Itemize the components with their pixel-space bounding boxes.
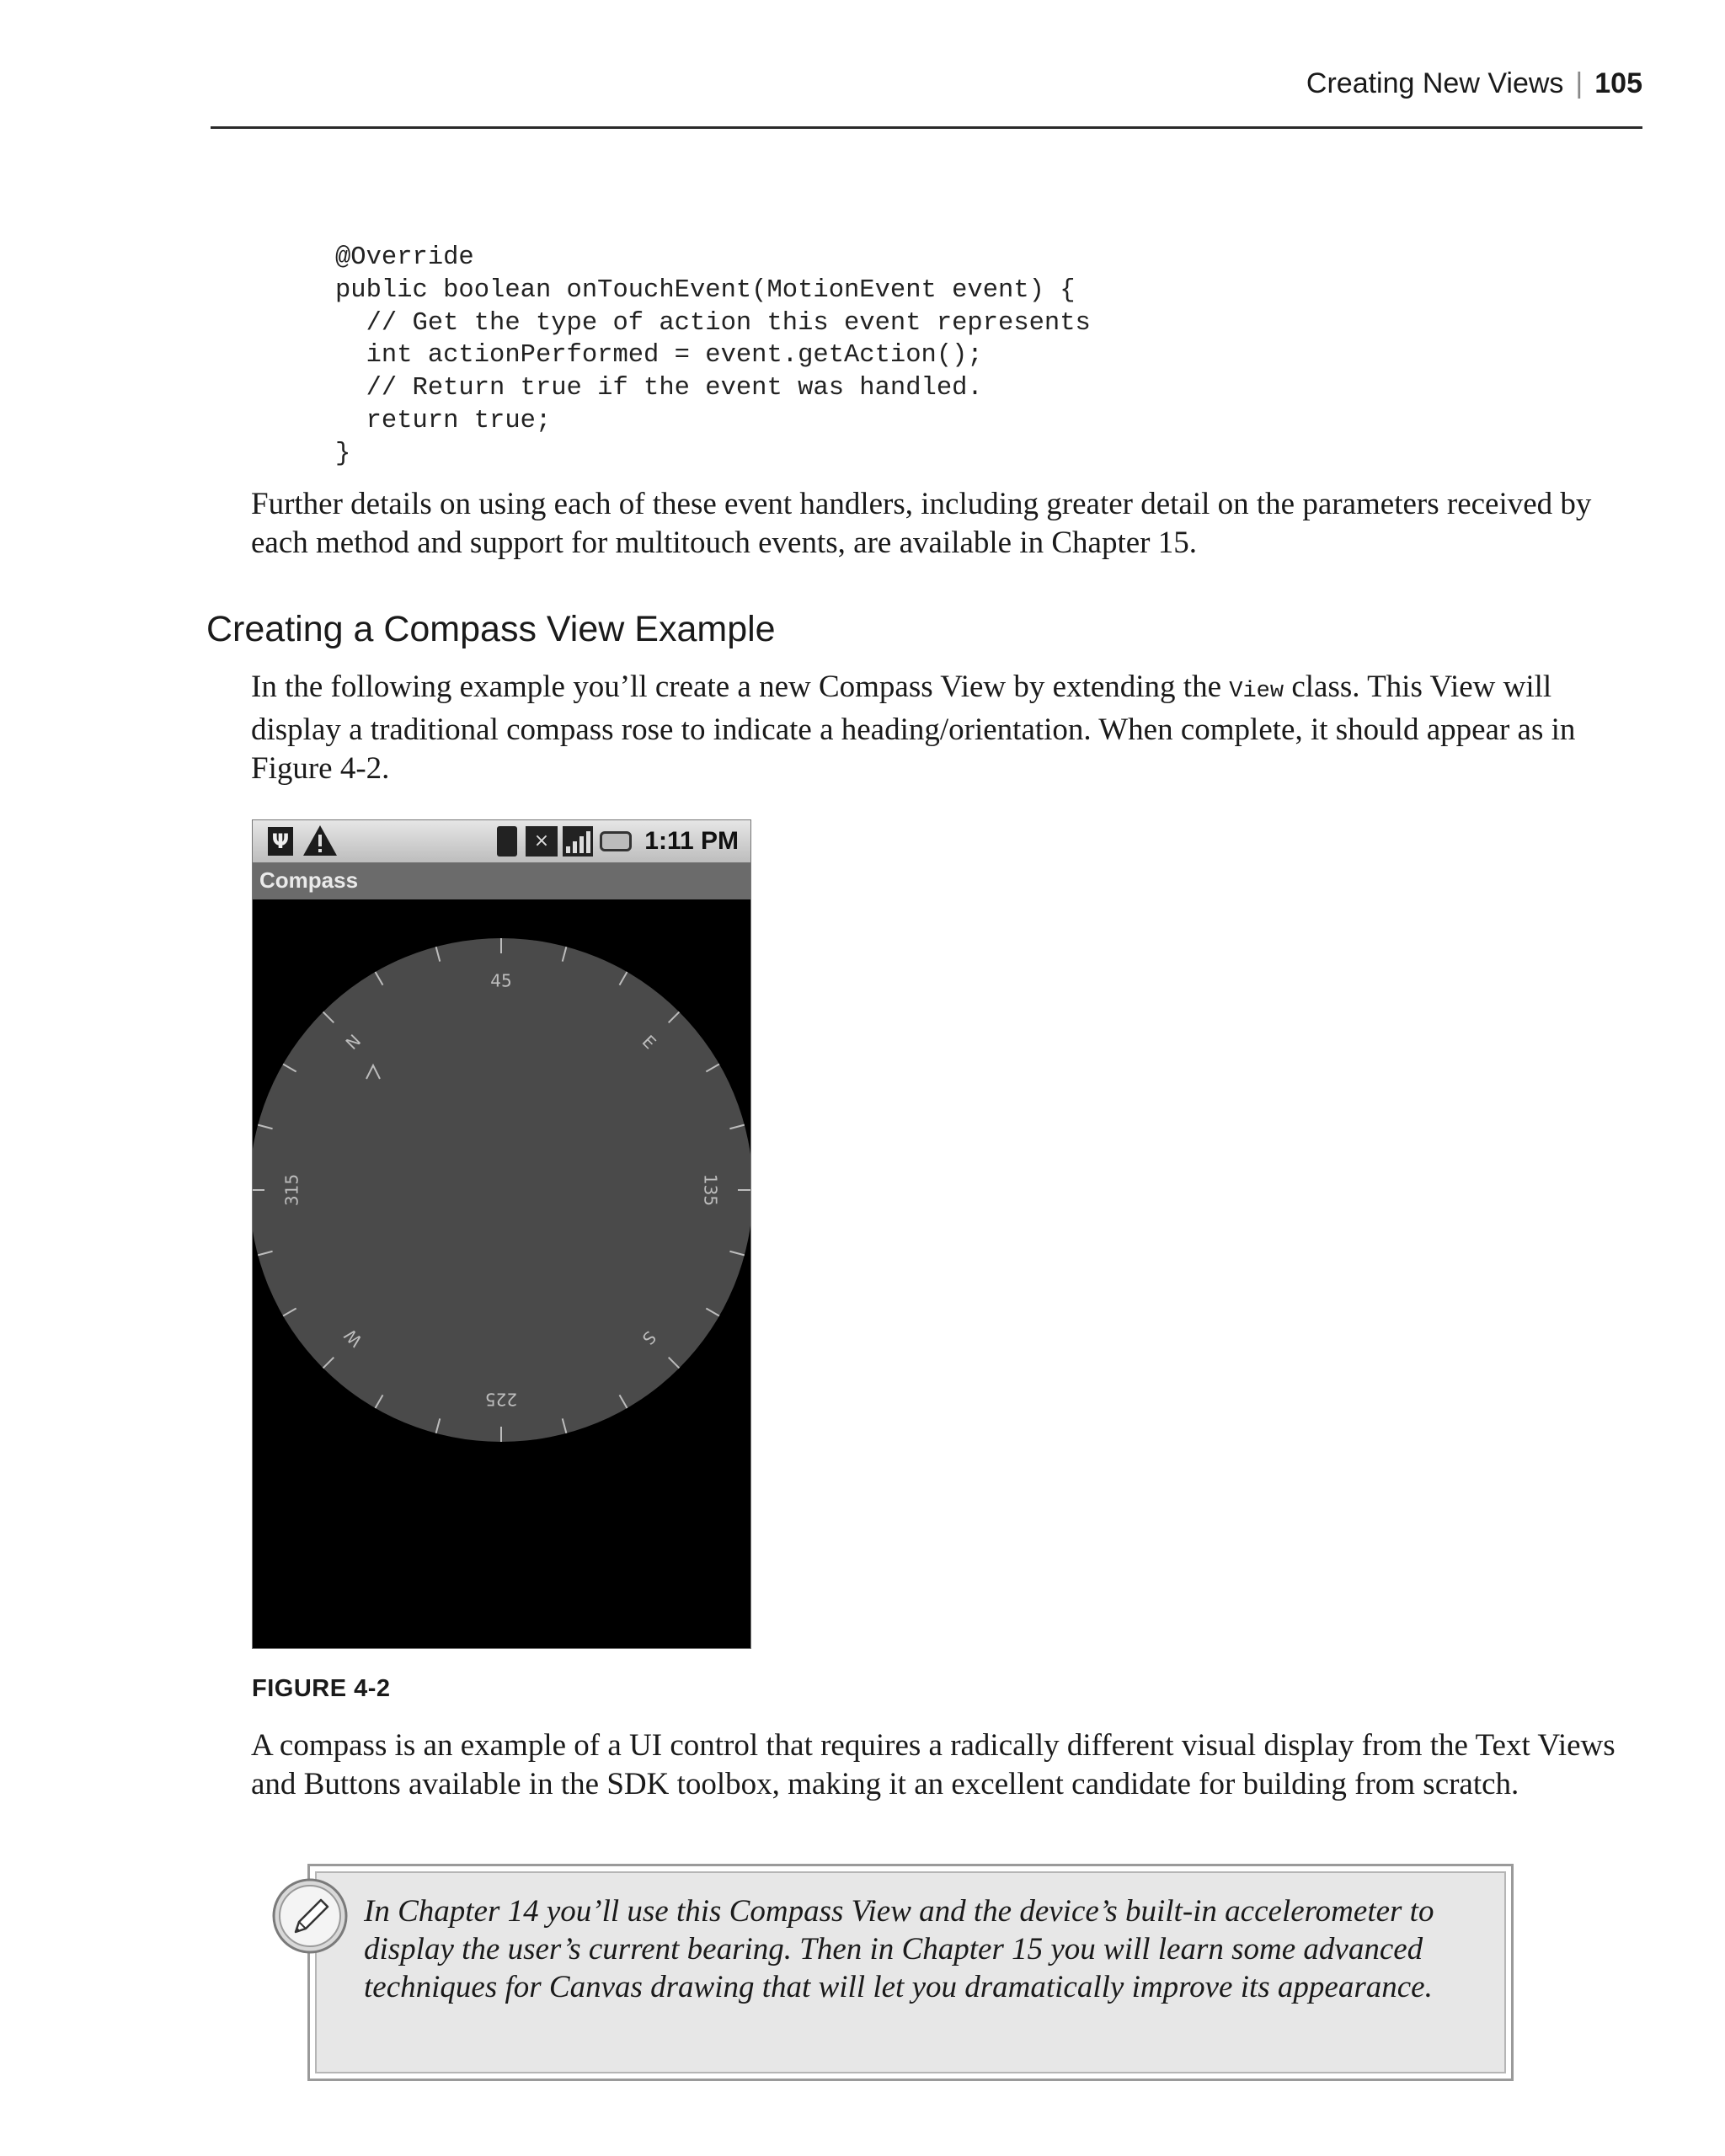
status-time: 1:11 PM (644, 827, 739, 855)
paragraph-compass-intro (251, 668, 1642, 788)
app-title-bar (253, 862, 750, 899)
compass-label: 225 (484, 1389, 518, 1410)
code-listing: @Override public boolean onTouchEvent(MotionEvent event) { // Get the type of action this event represents int actionPerformed = event.getAction(); // Return true if the event was handled. return true; } (335, 243, 1091, 468)
note-text: In Chapter 14 you’ll use this Compass View and the device’s built-in accelerometer to display the user’s current bearing. Then in Chapter 15 you will learn some advanced techniques for Canvas drawing that will let you dramatically improve its appearance. (364, 1894, 1434, 2004)
header-rule (211, 126, 1642, 129)
compass-label: 135 (700, 1173, 721, 1207)
paragraph-event-handlers: Further details on using each of these event handlers, including greater detail on the parameters received by each method and support for multitouch events, are available in Chapter 15. (251, 487, 1592, 560)
figure-phone-screenshot (252, 819, 751, 1649)
signal-icon (563, 826, 593, 857)
compass-label: 45 (490, 970, 512, 991)
compass-label: N (341, 1030, 366, 1054)
running-header (1306, 67, 1642, 100)
inline-code-view: View (1229, 679, 1284, 704)
pencil-icon (270, 1876, 350, 1956)
compass-label: W (339, 1325, 366, 1352)
figure-caption: FIGURE 4-2 (252, 1675, 391, 1702)
compass-view (253, 899, 750, 1648)
paragraph-compass-description: A compass is an example of a UI control that requires a radically different visual display from the Text Views and Buttons available in the SDK toolbox, making it an excellent candidate for building from scratch. (251, 1728, 1616, 1801)
usb-icon: Ψ (268, 827, 293, 856)
sync-icon (497, 826, 517, 857)
compass-label: S (638, 1326, 660, 1349)
intro-text-start: In the following example you’ll create a new Compass View by extending the (251, 670, 1230, 704)
running-header-title: Creating New Views (1306, 67, 1564, 99)
intro-text-end: class. This View will display a traditional compass rose to indicate a heading/orientation. When complete, it should appear as in Figure 4-2. (251, 670, 1576, 786)
app-title: Compass (259, 867, 359, 893)
mute-icon: × (526, 826, 558, 857)
compass-label: E (638, 1031, 660, 1054)
section-heading: Creating a Compass View Example (206, 609, 776, 649)
running-header-separator: | (1575, 67, 1583, 99)
status-bar (253, 820, 750, 862)
warning-icon (302, 824, 339, 857)
compass-label: 315 (281, 1173, 302, 1207)
battery-icon (600, 831, 632, 851)
page-number: 105 (1594, 67, 1642, 99)
compass-face (253, 938, 750, 1442)
